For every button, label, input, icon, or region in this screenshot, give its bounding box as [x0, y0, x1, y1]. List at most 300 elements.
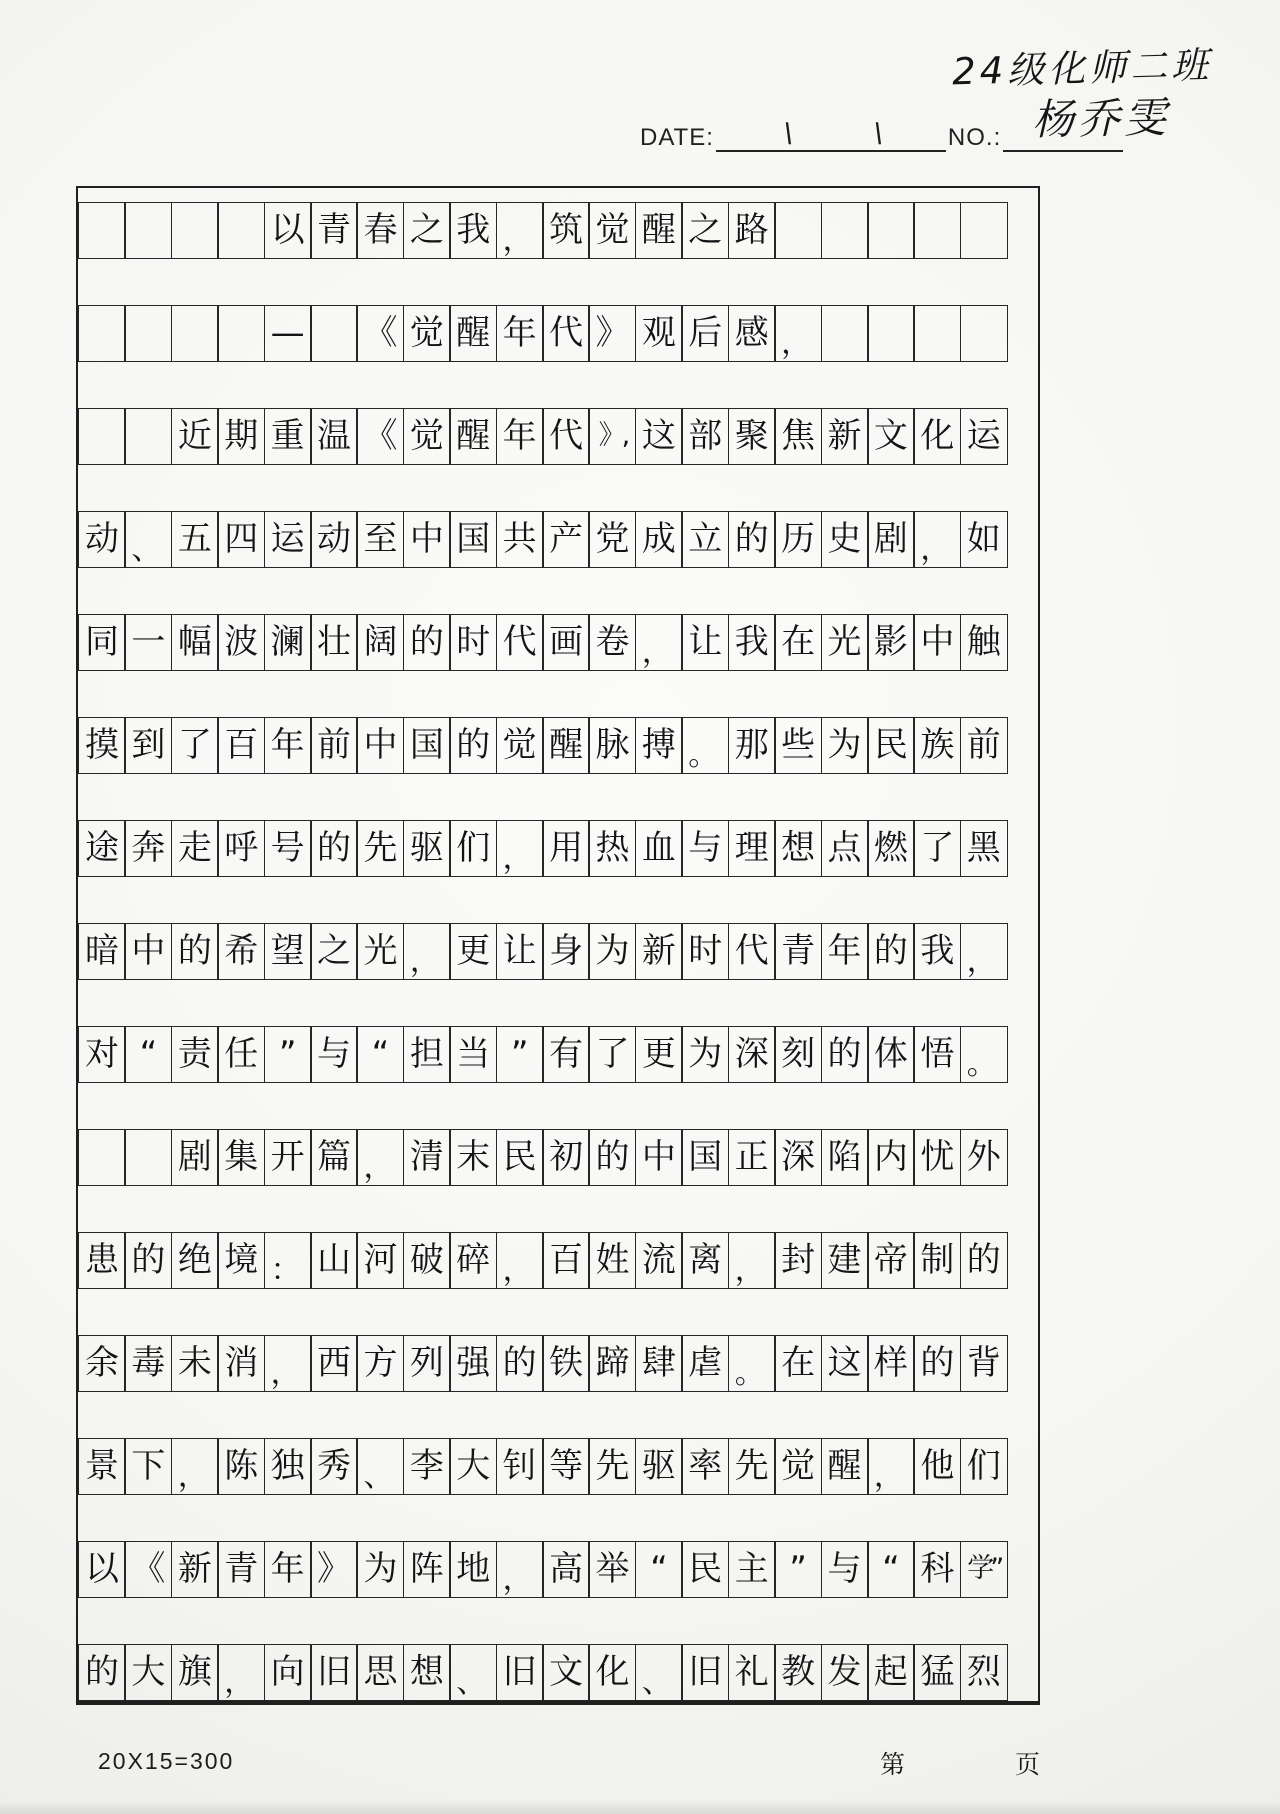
grid-cell: 波 [217, 614, 265, 671]
grid-cell: 《 [356, 305, 404, 362]
grid-cell: 蹄 [588, 1335, 636, 1392]
grid-cell: “ [356, 1026, 404, 1083]
grid-cell: 觉 [496, 717, 544, 774]
grid-cell: 。 [681, 717, 729, 774]
grid-cell: 消 [217, 1335, 265, 1392]
grid-cell: 建 [821, 1232, 869, 1289]
grid-cell: ， [867, 1438, 915, 1495]
grid-cell: 《 [356, 408, 404, 465]
grid-cell: ， [728, 1232, 776, 1289]
grid-cell: 先 [728, 1438, 776, 1495]
grid-cell: 制 [913, 1232, 961, 1289]
grid-cell: ， [403, 923, 451, 980]
grid-cell: ， [913, 511, 961, 568]
grid-cell: 初 [542, 1129, 590, 1186]
grid-cell: 景 [78, 1438, 126, 1495]
grid-cell: ” [264, 1026, 312, 1083]
grid-cell: 集 [217, 1129, 265, 1186]
grid-cell: 大 [449, 1438, 497, 1495]
grid-cell: 们 [960, 1438, 1008, 1495]
grid-cell: 重 [264, 408, 312, 465]
grid-cell: 、 [449, 1644, 497, 1701]
grid-cell: 外 [960, 1129, 1008, 1186]
grid-cell: 为 [588, 923, 636, 980]
grid-cell: 光 [356, 923, 404, 980]
grid-cell: 观 [635, 305, 683, 362]
grid-cell: 山 [310, 1232, 358, 1289]
grid-cell: 毒 [124, 1335, 172, 1392]
grid-cell: 筑 [542, 202, 590, 259]
grid-cell: 温 [310, 408, 358, 465]
grid-cell: 以 [78, 1541, 126, 1598]
grid-cell: 更 [449, 923, 497, 980]
grid-cell: — [264, 305, 312, 362]
grid-cell: 礼 [728, 1644, 776, 1701]
grid-cell: 思 [356, 1644, 404, 1701]
grid-cell: 阵 [403, 1541, 451, 1598]
grid-cell: 化 [588, 1644, 636, 1701]
grid-cell: 之 [310, 923, 358, 980]
grid-row-spacer [78, 362, 1038, 408]
grid-cell: 让 [496, 923, 544, 980]
grid-cell: 背 [960, 1335, 1008, 1392]
grid-cell: 境 [217, 1232, 265, 1289]
grid-row-spacer [78, 465, 1038, 511]
grid-cell: 方 [356, 1335, 404, 1392]
grid-cell: 黑 [960, 820, 1008, 877]
grid-cell: 率 [681, 1438, 729, 1495]
grid-cell: 碎 [449, 1232, 497, 1289]
grid-cell: 青 [774, 923, 822, 980]
grid-cell: 产 [542, 511, 590, 568]
grid-cell: 末 [449, 1129, 497, 1186]
grid-cell: ” [774, 1541, 822, 1598]
grid-cell: 五 [171, 511, 219, 568]
grid-cell: 了 [913, 820, 961, 877]
grid-cell: 与 [681, 820, 729, 877]
grid-cell: 党 [588, 511, 636, 568]
grid-cell: 的 [913, 1335, 961, 1392]
grid-cell: 国 [403, 717, 451, 774]
grid-cell: 醒 [449, 408, 497, 465]
grid-cell: ： [264, 1232, 312, 1289]
grid-cell: 用 [542, 820, 590, 877]
grid-cell: 热 [588, 820, 636, 877]
grid-cell: 脉 [588, 717, 636, 774]
photo-bottom-edge [0, 1800, 1280, 1814]
grid-cell [867, 305, 915, 362]
grid-cell: ， [264, 1335, 312, 1392]
grid-cell: 》 [588, 305, 636, 362]
grid-cell: 担 [403, 1026, 451, 1083]
grid-cell [124, 305, 172, 362]
grid-cell: 在 [774, 1335, 822, 1392]
grid-row [78, 1644, 1038, 1701]
grid-cell [78, 408, 126, 465]
grid-row [78, 820, 1038, 877]
grid-cell: 觉 [403, 305, 451, 362]
grid-cell: 发 [821, 1644, 869, 1701]
grid-cell: 科 [913, 1541, 961, 1598]
grid-cell: 任 [217, 1026, 265, 1083]
grid-cell: 。 [728, 1335, 776, 1392]
grid-cell: 深 [728, 1026, 776, 1083]
grid-cell: ， [496, 820, 544, 877]
grid-cell: 血 [635, 820, 683, 877]
grid-cell: 历 [774, 511, 822, 568]
grid-cell: 民 [867, 717, 915, 774]
grid-cell: 破 [403, 1232, 451, 1289]
grid-cell: 画 [542, 614, 590, 671]
grid-cell: 醒 [821, 1438, 869, 1495]
grid-cell: 西 [310, 1335, 358, 1392]
grid-row [78, 305, 1038, 362]
grid-cell: 了 [171, 717, 219, 774]
grid-cell: 责 [171, 1026, 219, 1083]
grid-cell: 陷 [821, 1129, 869, 1186]
grid-cell: 些 [774, 717, 822, 774]
grid-cell: 近 [171, 408, 219, 465]
grid-cell: ， [774, 305, 822, 362]
grid-cell: 燃 [867, 820, 915, 877]
grid-cell: 帝 [867, 1232, 915, 1289]
grid-cell: ， [635, 614, 683, 671]
no-underline [1003, 124, 1123, 152]
grid-cell: 到 [124, 717, 172, 774]
grid-cell: 壮 [310, 614, 358, 671]
grid-cell: 年 [264, 1541, 312, 1598]
grid-cell: 共 [496, 511, 544, 568]
grid-row [78, 614, 1038, 671]
grid-cell: 驱 [403, 820, 451, 877]
date-label: DATE: [640, 124, 714, 151]
grid-row-spacer [78, 1083, 1038, 1129]
handwritten-student-name: 杨乔雯 [1031, 92, 1171, 145]
grid-cell: 部 [681, 408, 729, 465]
grid-cell: 有 [542, 1026, 590, 1083]
grid-cell: 肆 [635, 1335, 683, 1392]
grid-cell: 暗 [78, 923, 126, 980]
grid-cell: 文 [867, 408, 915, 465]
grid-cell: 》, [588, 408, 636, 465]
grid-cell: 旧 [310, 1644, 358, 1701]
grid-cell: 向 [264, 1644, 312, 1701]
grid-cell: 一 [124, 614, 172, 671]
grid-cell: 触 [960, 614, 1008, 671]
grid-cell: 地 [449, 1541, 497, 1598]
grid-cell: 对 [78, 1026, 126, 1083]
grid-cell: 的 [310, 820, 358, 877]
grid-cell: 当 [449, 1026, 497, 1083]
grid-cell [78, 202, 126, 259]
grid-cell: 独 [264, 1438, 312, 1495]
grid-cell: 离 [681, 1232, 729, 1289]
grid-cell: 希 [217, 923, 265, 980]
grid-cell: 先 [356, 820, 404, 877]
grid-cell: 这 [821, 1335, 869, 1392]
grid-cell: 我 [728, 614, 776, 671]
grid-cell: 强 [449, 1335, 497, 1392]
grid-cell: ， [217, 1644, 265, 1701]
grid-cell: 如 [960, 511, 1008, 568]
grid-cell: 起 [867, 1644, 915, 1701]
grid-cell: 那 [728, 717, 776, 774]
grid-row [78, 202, 1038, 259]
grid-cell: 阔 [356, 614, 404, 671]
grid-cell: 想 [774, 820, 822, 877]
grid-cell: 的 [449, 717, 497, 774]
grid-cell: 途 [78, 820, 126, 877]
grid-cell: 与 [310, 1026, 358, 1083]
grid-cell: 国 [449, 511, 497, 568]
grid-cell: 猛 [913, 1644, 961, 1701]
grid-row-spacer [78, 1392, 1038, 1438]
grid-cell: 旗 [171, 1644, 219, 1701]
grid-cell: 、 [356, 1438, 404, 1495]
handwritten-class-name: 24级化师二班 [951, 43, 1213, 94]
grid-cell: 时 [449, 614, 497, 671]
grid-cell: 中 [124, 923, 172, 980]
grid-cell: 高 [542, 1541, 590, 1598]
grid-row-spacer [78, 568, 1038, 614]
grid-cell: 封 [774, 1232, 822, 1289]
grid-cell: 理 [728, 820, 776, 877]
grid-cell: 搏 [635, 717, 683, 774]
grid-cell: 等 [542, 1438, 590, 1495]
grid-cell: 代 [496, 614, 544, 671]
grid-cell [171, 202, 219, 259]
grid-cell: 民 [496, 1129, 544, 1186]
date-no-row [640, 118, 1125, 152]
grid-cell [867, 202, 915, 259]
grid-cell [124, 202, 172, 259]
grid-cell: 以 [264, 202, 312, 259]
grid-cell: 青 [217, 1541, 265, 1598]
grid-cell: 旧 [681, 1644, 729, 1701]
grid-cell: 走 [171, 820, 219, 877]
grid-cell: 春 [356, 202, 404, 259]
grid-cell: 国 [681, 1129, 729, 1186]
grid-cell: 感 [728, 305, 776, 362]
grid-cell: 立 [681, 511, 729, 568]
grid-cell: 剧 [171, 1129, 219, 1186]
grid-cell: 年 [264, 717, 312, 774]
grid-cell: 中 [356, 717, 404, 774]
grid-cell: 时 [681, 923, 729, 980]
grid-capacity-label: 20X15=300 [98, 1748, 235, 1774]
grid-cell: 动 [78, 511, 126, 568]
grid-cell: 姓 [588, 1232, 636, 1289]
grid-cell: 百 [542, 1232, 590, 1289]
grid-cell: 旧 [496, 1644, 544, 1701]
grid-cell: 期 [217, 408, 265, 465]
grid-row [78, 408, 1038, 465]
grid-row [78, 1335, 1038, 1392]
grid-cell: 代 [542, 305, 590, 362]
grid-cell: 年 [821, 923, 869, 980]
grid-cell: 开 [264, 1129, 312, 1186]
grid-cell [310, 305, 358, 362]
grid-cell [78, 305, 126, 362]
grid-cell: 他 [913, 1438, 961, 1495]
grid-cell: 悟 [913, 1026, 961, 1083]
grid-cell: 的 [867, 923, 915, 980]
grid-cell: 为 [821, 717, 869, 774]
grid-cell: 醒 [542, 717, 590, 774]
grid-cell [217, 202, 265, 259]
grid-cell: 代 [728, 923, 776, 980]
grid-cell: 动 [310, 511, 358, 568]
grid-cell: 未 [171, 1335, 219, 1392]
grid-cell: 河 [356, 1232, 404, 1289]
grid-cell: 们 [449, 820, 497, 877]
grid-cell: 影 [867, 614, 915, 671]
grid-cell: 患 [78, 1232, 126, 1289]
grid-cell: 虐 [681, 1335, 729, 1392]
grid-row-spacer [78, 1186, 1038, 1232]
grid-row-spacer [78, 259, 1038, 305]
grid-row-spacer [78, 1289, 1038, 1335]
grid-cell: 前 [960, 717, 1008, 774]
date-underline [716, 118, 946, 152]
page-suffix-label: 页 [1014, 1750, 1040, 1779]
grid-cell: 列 [403, 1335, 451, 1392]
grid-cell: ， [960, 923, 1008, 980]
grid-row-spacer [78, 774, 1038, 820]
grid-cell: 下 [124, 1438, 172, 1495]
grid-cell: 代 [542, 408, 590, 465]
grid-cell: ， [356, 1129, 404, 1186]
grid-cell: 李 [403, 1438, 451, 1495]
grid-cell: 摸 [78, 717, 126, 774]
grid-row [78, 923, 1038, 980]
grid-cell [821, 305, 869, 362]
grid-cell [960, 305, 1008, 362]
grid-cell: 醒 [449, 305, 497, 362]
grid-cell: 的 [960, 1232, 1008, 1289]
grid-cell: 、 [635, 1644, 683, 1701]
grid-cell: 、 [124, 511, 172, 568]
grid-cell: 望 [264, 923, 312, 980]
grid-cell: 的 [124, 1232, 172, 1289]
grid-cell: 秀 [310, 1438, 358, 1495]
grid-cell: ， [171, 1438, 219, 1495]
grid-cell: 我 [913, 923, 961, 980]
grid-cell: 篇 [310, 1129, 358, 1186]
grid-cell: ” [496, 1026, 544, 1083]
grid-cell: 《 [124, 1541, 172, 1598]
grid-cell: 新 [821, 408, 869, 465]
grid-cell: 在 [774, 614, 822, 671]
grid-cell: 之 [681, 202, 729, 259]
grid-cell: 烈 [960, 1644, 1008, 1701]
grid-cell: 成 [635, 511, 683, 568]
grid-cell: 让 [681, 614, 729, 671]
grid-cell: “ [867, 1541, 915, 1598]
grid-cell: 中 [635, 1129, 683, 1186]
grid-cell: 同 [78, 614, 126, 671]
grid-cell: 觉 [588, 202, 636, 259]
grid-cell: 史 [821, 511, 869, 568]
grid-cell: 焦 [774, 408, 822, 465]
grid-cell [171, 305, 219, 362]
grid-cell: 剧 [867, 511, 915, 568]
grid-cell: 我 [449, 202, 497, 259]
grid-cell: 之 [403, 202, 451, 259]
grid-cell [217, 305, 265, 362]
grid-cell: 举 [588, 1541, 636, 1598]
grid-cell: 想 [403, 1644, 451, 1701]
grid-cell [774, 202, 822, 259]
grid-cell: 后 [681, 305, 729, 362]
grid-cell: 运 [960, 408, 1008, 465]
grid-cell: 百 [217, 717, 265, 774]
grid-cell: 聚 [728, 408, 776, 465]
grid-cell [821, 202, 869, 259]
grid-cell: 年 [496, 305, 544, 362]
grid-row [78, 1026, 1038, 1083]
grid-cell [913, 305, 961, 362]
grid-cell: 青 [310, 202, 358, 259]
grid-cell: 的 [403, 614, 451, 671]
grid-cell: 幅 [171, 614, 219, 671]
grid-cell [78, 1129, 126, 1186]
grid-cell: 深 [774, 1129, 822, 1186]
grid-cell: 号 [264, 820, 312, 877]
grid-cell: 呼 [217, 820, 265, 877]
grid-cell: 了 [588, 1026, 636, 1083]
grid-cell: 的 [588, 1129, 636, 1186]
grid-cell: 卷 [588, 614, 636, 671]
grid-cell: 新 [171, 1541, 219, 1598]
grid-cell: 教 [774, 1644, 822, 1701]
grid-cell [124, 408, 172, 465]
grid-cell: 更 [635, 1026, 683, 1083]
grid-row [78, 1129, 1038, 1186]
grid-row-spacer [78, 671, 1038, 717]
grid-cell: 前 [310, 717, 358, 774]
grid-cell: 觉 [774, 1438, 822, 1495]
grid-cell: 族 [913, 717, 961, 774]
grid-cell: 的 [496, 1335, 544, 1392]
grid-cell: 陈 [217, 1438, 265, 1495]
grid [76, 186, 1040, 1705]
grid-cell: 体 [867, 1026, 915, 1083]
grid-cell: 样 [867, 1335, 915, 1392]
grid-cell: 民 [681, 1541, 729, 1598]
page-number-area [880, 1745, 1040, 1781]
grid-cell: 点 [821, 820, 869, 877]
grid-row-spacer [78, 1495, 1038, 1541]
grid-cell [960, 202, 1008, 259]
grid-cell: 新 [635, 923, 683, 980]
grid-cell: 的 [728, 511, 776, 568]
no-label: NO.: [947, 124, 1002, 151]
grid-row-spacer [78, 877, 1038, 923]
grid-cell: ， [496, 202, 544, 259]
grid-cell: 醒 [635, 202, 683, 259]
grid-cell: 身 [542, 923, 590, 980]
grid-row [78, 717, 1038, 774]
grid-cell: 澜 [264, 614, 312, 671]
grid-row [78, 511, 1038, 568]
grid-cell: “ [124, 1026, 172, 1083]
grid-cell: 与 [821, 1541, 869, 1598]
date-slash-2: \ [871, 118, 886, 151]
grid-cell: 》 [310, 1541, 358, 1598]
grid-cell: 光 [821, 614, 869, 671]
grid-cell: 为 [681, 1026, 729, 1083]
